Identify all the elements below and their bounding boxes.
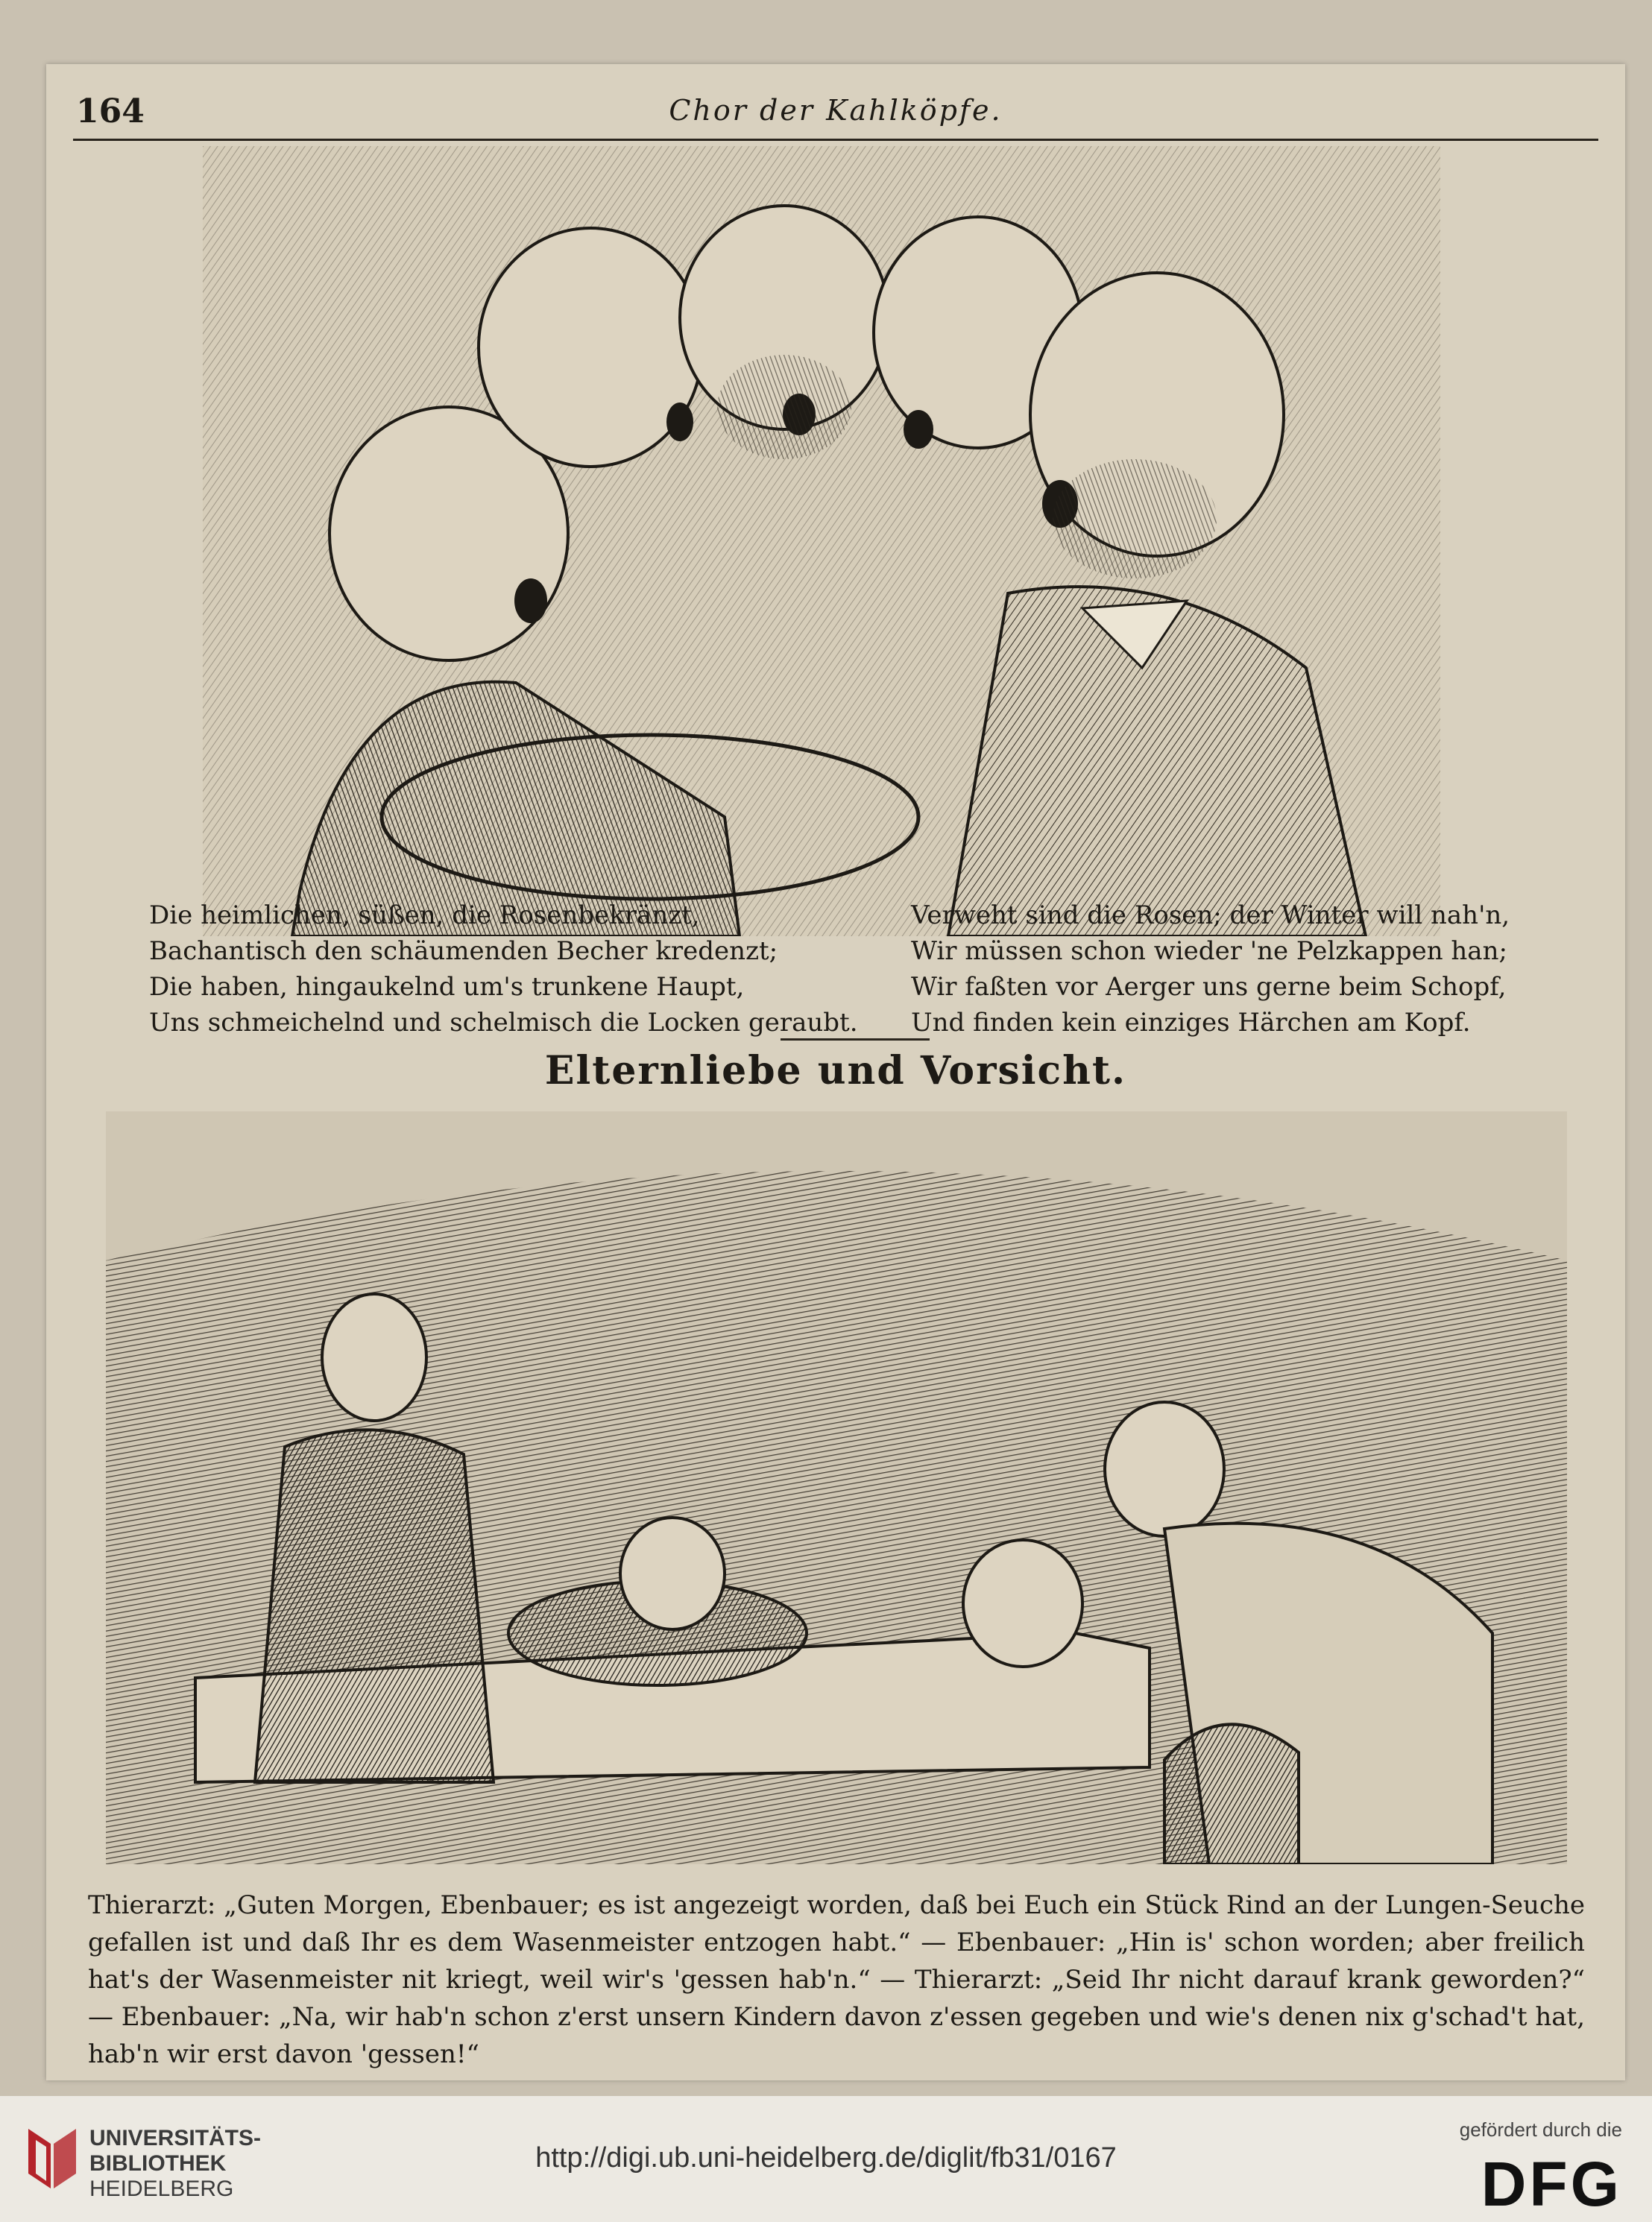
section-divider — [781, 1038, 930, 1041]
dialogue-text: Thierarzt: „Guten Morgen, Ebenbauer; es ist angezeigt worden, daß bei Euch ein Stück Rind an der Lungen-Seuche gefallen ist und daß Ihr es dem Wasenmeister entzogen habt.“ — Ebenbauer: „Hin is' schon worden; aber freilich hat's der Wasenmeister nit kriegt, weil wir's 'gessen hab'n.“ — Thierarzt: „Seid Ihr nicht darauf krank geworden?“ — Ebenbauer: „Na, wir hab'n schon z'erst unsern Kindern davon z'essen gegeben und wie's denen nix g'schad't hat, hab'n wir erst davon 'gessen!“ — [88, 1890, 1586, 2069]
viewer-footer — [0, 2096, 1652, 2222]
dfg-logo: DFG — [1481, 2149, 1622, 2219]
engraving-bald-heads-chorus-icon — [203, 146, 1440, 936]
institution-line: BIBLIOTHEK — [89, 2151, 227, 2176]
illustration-top — [203, 146, 1440, 936]
poem-line: Wir faßten vor Aerger uns gerne beim Schopf, — [911, 972, 1507, 1002]
journal-page — [46, 64, 1625, 2080]
poem-line: Uns schmeichelnd und schelmisch die Locken geraubt. — [149, 1008, 858, 1038]
engraving-family-meal-icon — [106, 1111, 1567, 1864]
header-rule — [73, 139, 1598, 141]
running-title: Chor der Kahlköpfe. — [669, 94, 1003, 127]
poem-line: Und finden kein einziges Härchen am Kopf. — [911, 1008, 1471, 1038]
institution-line: HEIDELBERG — [89, 2177, 234, 2201]
institution-line: UNIVERSITÄTS- — [89, 2126, 262, 2150]
page-number: 164 — [76, 92, 145, 130]
poem-left — [149, 897, 858, 1041]
poem-line: Wir müssen schon wieder 'ne Pelzkappen han; — [911, 936, 1507, 966]
poem-line: Verweht sind die Rosen; der Winter will nah'n, — [911, 900, 1510, 930]
illustration-bottom — [106, 1111, 1567, 1864]
section-title: Elternliebe und Vorsicht. — [544, 1048, 1127, 1093]
poem-line: Bachantisch den schäumenden Becher kredenzt; — [149, 936, 778, 966]
permalink-url[interactable]: http://digi.ub.uni-heidelberg.de/diglit/fb31/0167 — [535, 2142, 1117, 2174]
poem-line: Die haben, hingaukelnd um's trunkene Haupt, — [149, 972, 745, 1002]
poem-right — [911, 897, 1510, 1041]
funded-by-label: gefördert durch die — [1459, 2118, 1622, 2141]
poem-line: Die heimlichen, süßen, die Rosenbekränzt, — [149, 900, 700, 930]
